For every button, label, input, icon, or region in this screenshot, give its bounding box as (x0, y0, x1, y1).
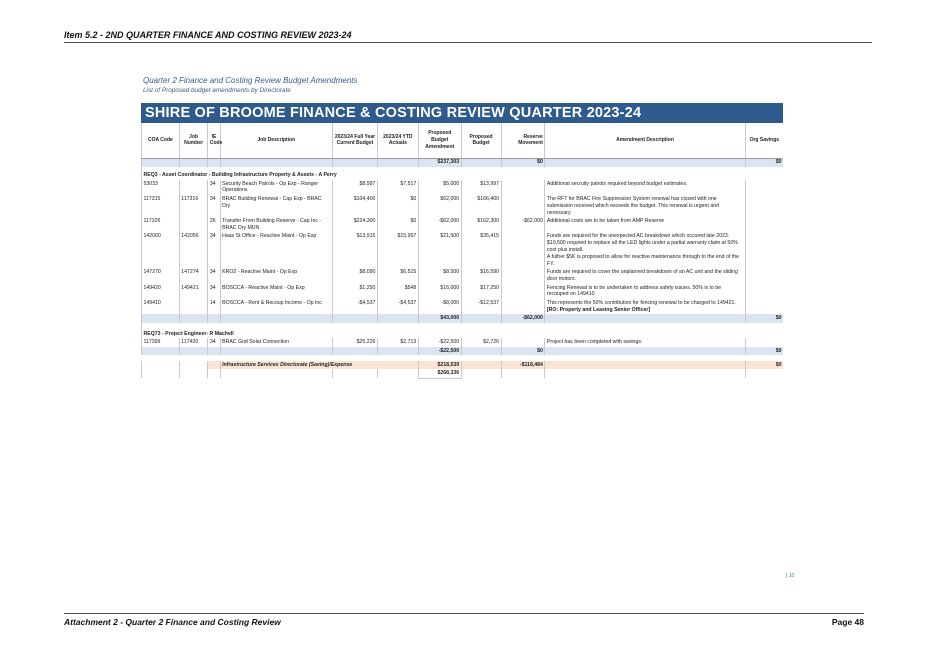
description-line: A futher $5K is proposed to allow for reactive maintenance through to the end of the FY. (546, 253, 739, 267)
intro-subtitle: List of Proposed budget amendments by Directorate (143, 87, 291, 94)
cell-amendment-description (545, 180, 745, 195)
group2-subtotal-org: $0 (745, 347, 783, 355)
cell-org-savings (745, 195, 783, 217)
cell-coa-code: 147270 (142, 268, 180, 283)
opening-reserve: $0 (501, 158, 545, 167)
page-number: Page 48 (831, 617, 864, 627)
cell-ytd-actuals: $15,997 (377, 233, 418, 269)
table-row (142, 338, 784, 346)
cell-ytd-actuals: -$4,537 (377, 299, 418, 314)
cell-org-savings (745, 338, 783, 346)
col-job-number: Job Number (179, 123, 208, 158)
cell-job-number (179, 180, 208, 195)
cell-reserve-movement (501, 268, 545, 283)
cell-proposed-budget: $166,400 (461, 195, 501, 217)
cell-proposed-budget: $17,250 (461, 284, 501, 299)
cell-job-description: Haas St Office - Reactive Maint - Op Exp (220, 233, 332, 269)
cell-org-savings (745, 233, 783, 269)
intro (143, 76, 357, 94)
cell-full-year-budget: $8,090 (332, 268, 377, 283)
col-reserve-movement: Reserve Movement (501, 123, 545, 158)
cell-proposed-budget: $13,997 (461, 180, 501, 195)
cell-job-number: 142056 (179, 233, 208, 269)
cell-reserve-movement (501, 338, 545, 346)
description-line: This represents the 50% contribution for fencing renewal to be charged to 149421. (546, 299, 736, 306)
closing-balance: $268,336 (418, 369, 461, 378)
cell-proposed-budget: $16,590 (461, 268, 501, 283)
cell-ie-code: 34 (208, 195, 220, 217)
directorate-total-row (142, 361, 784, 369)
table-row (142, 268, 784, 283)
cell-job-description: BOSCCA - Rent & Recoup Income - Op Inc (220, 299, 332, 314)
cell-coa-code: 149410 (142, 299, 180, 314)
cell-org-savings (745, 268, 783, 283)
table-row (142, 299, 784, 314)
group2-subtotal-row (142, 347, 784, 355)
group1-subtotal-row (142, 314, 784, 322)
cell-ytd-actuals: $548 (377, 284, 418, 299)
col-ytd-actuals: 2023/24 YTD Actuals (377, 123, 418, 158)
cell-job-description: KRO2 - Reactive Maint - Op Exp (220, 268, 332, 283)
cell-proposed-amendment: -$62,000 (418, 217, 461, 232)
cell-job-number: 117420 (179, 338, 208, 346)
cell-proposed-amendment: -$8,000 (418, 299, 461, 314)
col-ie-code: IE Code (208, 123, 220, 158)
cell-amendment-description (545, 299, 745, 314)
cell-ie-code: 34 (208, 268, 220, 283)
cell-job-number (179, 217, 208, 232)
cell-coa-code: 149420 (142, 284, 180, 299)
description-line: Funds are required to cover the unplanned breakdown of an AC unit and the sliding door motors. (546, 269, 738, 283)
cell-proposed-amendment: $21,500 (418, 233, 461, 269)
cell-ytd-actuals: $0 (377, 195, 418, 217)
page-reference: | 10 (786, 573, 795, 579)
cell-ie-code: 34 (208, 284, 220, 299)
cell-amendment-description (545, 195, 745, 217)
description-line: Additional costs are to be taken from AMP Reserve (546, 217, 665, 224)
group1-title: REQ3 - Asset Coordinator - Building Infrastructure Property & Assets - A Perry (142, 167, 784, 180)
cell-job-description: BOSCCA - Reactive Maint - Op Exp (220, 284, 332, 299)
opening-amend: $237,303 (418, 158, 461, 167)
group2-subtotal-amend: -$22,500 (418, 347, 461, 355)
group-heading (142, 167, 784, 180)
group2-subtotal-reserve: $0 (501, 347, 545, 355)
cell-coa-code: 117315 (142, 195, 180, 217)
cell-ie-code: 34 (208, 233, 220, 269)
group-heading (142, 323, 784, 339)
cell-ytd-actuals: $6,515 (377, 268, 418, 283)
description-line: $10,500 required to replace all the LED lights under a partial warranty claim at 50% cost plus install. (546, 240, 738, 254)
description-line: Funds are required for the unexpected AC breakdown which occured late 2023. (546, 233, 730, 240)
cell-amendment-description (545, 217, 745, 232)
cell-ytd-actuals: $7,517 (377, 180, 418, 195)
responsible-officer-note: [RO: Property and Leasing Senior Officer] (546, 306, 651, 313)
opening-balance-row (142, 158, 784, 167)
col-coa-code: COA Code (142, 123, 180, 158)
cell-reserve-movement (501, 233, 545, 269)
cell-ie-code: 26 (208, 217, 220, 232)
col-amendment-description: Amendment Description (545, 123, 745, 158)
cell-ie-code: 34 (208, 338, 220, 346)
cell-proposed-budget: -$12,537 (461, 299, 501, 314)
directorate-org: $0 (745, 361, 783, 369)
col-full-year-budget: 2023/24 Full Year Current Budget (332, 123, 377, 158)
description-line: Project has been completed with savings. (546, 339, 643, 346)
cell-reserve-movement (501, 180, 545, 195)
description-line: Additional secruity patrols required beyond budget estimates. (546, 180, 688, 187)
directorate-label: Infrastructure Services Directorate (Saving)/Expense (220, 361, 418, 369)
cell-reserve-movement (501, 195, 545, 217)
cell-job-number: 117316 (179, 195, 208, 217)
cell-job-number: 147274 (179, 268, 208, 283)
cell-coa-code: 53033 (142, 180, 180, 195)
cell-ytd-actuals: $0 (377, 217, 418, 232)
col-proposed-amendment: Proposed Budget Amendment (418, 123, 461, 158)
cell-full-year-budget: $13,915 (332, 233, 377, 269)
col-org-savings: Org Savings (745, 123, 783, 158)
cell-coa-code: 117399 (142, 338, 180, 346)
cell-org-savings (745, 217, 783, 232)
cell-ytd-actuals: $2,713 (377, 338, 418, 346)
cell-ie-code: 14 (208, 299, 220, 314)
cell-ie-code: 34 (208, 180, 220, 195)
cell-proposed-budget: $162,300 (461, 217, 501, 232)
directorate-reserve: -$118,484 (501, 361, 545, 369)
table-row (142, 233, 784, 269)
cell-job-number (179, 299, 208, 314)
table-row (142, 180, 784, 195)
footer-attachment-label: Attachment 2 - Quarter 2 Finance and Costing Review (64, 617, 281, 627)
cell-full-year-budget: $104,400 (332, 195, 377, 217)
directorate-amend: $218,539 (418, 361, 461, 369)
budget-table (141, 123, 783, 379)
page-header: Item 5.2 - 2ND QUARTER FINANCE AND COSTING REVIEW 2023-24 (64, 30, 872, 43)
group1-subtotal-org: $0 (745, 314, 783, 322)
cell-job-description: Transfer From Building Reserve - Cap Inc - BRAC Dry MUN (220, 217, 332, 232)
cell-org-savings (745, 284, 783, 299)
group1-subtotal-amend: $43,000 (418, 314, 461, 322)
cell-job-description: BRAC Building Renewal - Cap Exp - BRAC Dry (220, 195, 332, 217)
col-proposed-budget: Proposed Budget (461, 123, 501, 158)
cell-reserve-movement: -$62,000 (501, 217, 545, 232)
opening-org: $0 (745, 158, 783, 167)
cell-job-number: 149421 (179, 284, 208, 299)
cell-proposed-budget: $2,726 (461, 338, 501, 346)
cell-proposed-amendment: $8,500 (418, 268, 461, 283)
cell-full-year-budget: $8,997 (332, 180, 377, 195)
cell-amendment-description (545, 268, 745, 283)
cell-proposed-amendment: $16,000 (418, 284, 461, 299)
intro-title: Quarter 2 Finance and Costing Review Budget Amendments (143, 76, 358, 85)
cell-coa-code: 117326 (142, 217, 180, 232)
table-row (142, 284, 784, 299)
table-row (142, 217, 784, 232)
report-banner: SHIRE OF BROOME FINANCE & COSTING REVIEW QUARTER 2023-24 (141, 103, 783, 123)
cell-job-description: BRAC Grid Solar Connection (220, 338, 332, 346)
cell-org-savings (745, 180, 783, 195)
cell-full-year-budget: $224,300 (332, 217, 377, 232)
cell-proposed-amendment: $62,000 (418, 195, 461, 217)
cell-proposed-budget: $35,415 (461, 233, 501, 269)
cell-full-year-budget: $1,250 (332, 284, 377, 299)
page-footer (64, 613, 864, 627)
cell-full-year-budget: -$4,537 (332, 299, 377, 314)
cell-org-savings (745, 299, 783, 314)
closing-balance-row (142, 369, 784, 378)
table-header-row (142, 123, 784, 158)
cell-proposed-amendment: $5,000 (418, 180, 461, 195)
cell-proposed-amendment: -$22,500 (418, 338, 461, 346)
cell-amendment-description (545, 338, 745, 346)
group2-title: REQ73 - Project Engineer- R Machell (142, 323, 784, 339)
cell-reserve-movement (501, 299, 545, 314)
table-row (142, 195, 784, 217)
cell-full-year-budget: $25,226 (332, 338, 377, 346)
cell-reserve-movement (501, 284, 545, 299)
col-job-description: Job Description (220, 123, 332, 158)
cell-amendment-description (545, 284, 745, 299)
cell-amendment-description (545, 233, 745, 269)
description-line: The RFT for BRAC Fire Suppression System renewal has closed with one submission received which exceeds the budget. This renewal is urgent and necessary. (546, 195, 719, 216)
cell-job-description: Security Beach Patrols - Op Exp - Ranger Operations (220, 180, 332, 195)
description-line: Fencing Renewal is to be undertaken to address safety issues. 50% is to be recouped on 149410 (546, 284, 722, 298)
group1-subtotal-reserve: -$62,000 (501, 314, 545, 322)
cell-coa-code: 142000 (142, 233, 180, 269)
